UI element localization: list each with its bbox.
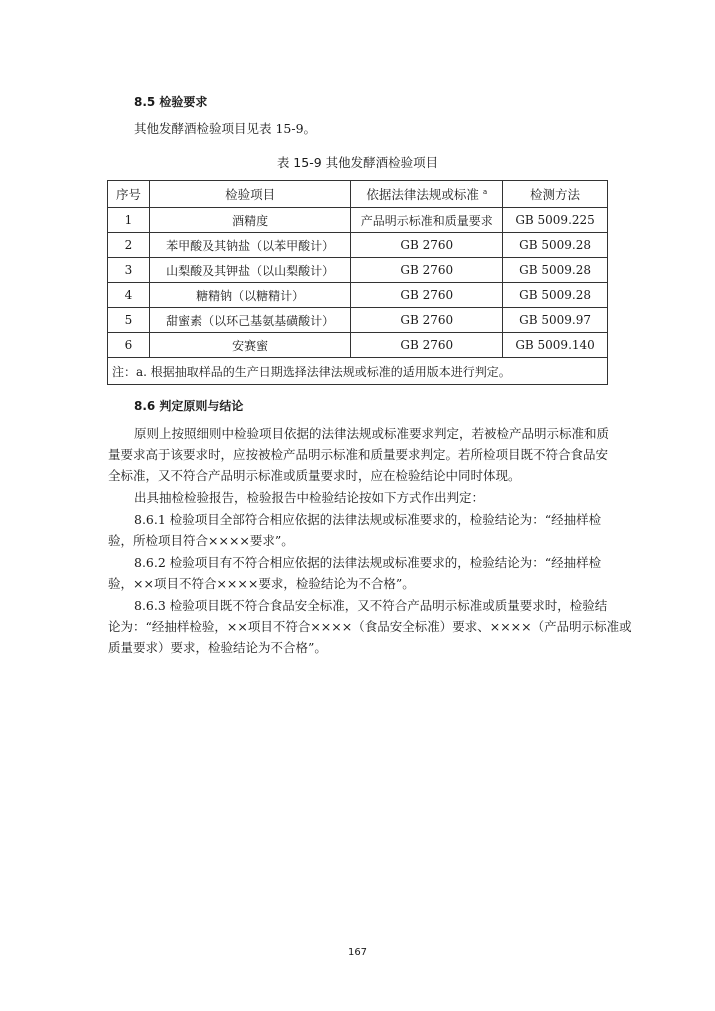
cell-item: 甜蜜素（以环己基氨基磺酸计） [149,308,351,333]
cell-no: 2 [108,233,150,258]
cell-no: 6 [108,333,150,358]
table-row [108,333,608,358]
paragraph-line: 验，××项目不符合××××要求，检验结论为不合格”。 [108,576,415,591]
table-row [108,233,608,258]
section-8-5-heading: 8.5 检验要求 [134,95,208,109]
section-8-5-intro: 其他发酵酒检验项目见表 15-9。 [134,121,317,136]
cell-item: 安赛蜜 [149,333,351,358]
cell-basis: GB 2760 [351,333,503,358]
table-row [108,308,608,333]
cell-method: GB 5009.225 [503,208,608,233]
paragraph-line: 原则上按照细则中检验项目依据的法律法规或标准要求判定，若被检产品明示标准和质 [134,426,610,441]
cell-basis: 产品明示标准和质量要求 [351,208,503,233]
paragraph-line: 论为：“经抽样检验，××项目不符合××××（食品安全标准）要求、××××（产品明示标准或 [108,619,632,634]
paragraph-line: 质量要求）要求，检验结论为不合格”。 [108,640,327,655]
paragraph-line: 8.6.3 检验项目既不符合食品安全标准，又不符合产品明示标准或质量要求时，检验结 [134,598,608,613]
paragraph-line: 全标准，又不符合产品明示标准或质量要求时，应在检验结论中同时体现。 [108,468,521,483]
table-note-row [108,358,608,385]
cell-no: 1 [108,208,150,233]
header-no: 序号 [108,181,150,208]
cell-item: 酒精度 [149,208,351,233]
table-row [108,258,608,283]
cell-method: GB 5009.28 [503,283,608,308]
cell-method: GB 5009.28 [503,258,608,283]
paragraph-line: 8.6.1 检验项目全部符合相应依据的法律法规或标准要求的，检验结论为：“经抽样检 [134,512,602,527]
cell-method: GB 5009.28 [503,233,608,258]
paragraph-line: 出具抽检检验报告，检验报告中检验结论按如下方式作出判定： [134,490,485,505]
cell-method: GB 5009.97 [503,308,608,333]
cell-basis: GB 2760 [351,233,503,258]
table-note: 注：a. 根据抽取样品的生产日期选择法律法规或标准的适用版本进行判定。 [108,358,608,385]
cell-basis: GB 2760 [351,283,503,308]
table-row [108,208,608,233]
cell-item: 糖精钠（以糖精计） [149,283,351,308]
footnote-marker: a [482,188,488,196]
table-header-row [108,181,608,208]
cell-method: GB 5009.140 [503,333,608,358]
cell-no: 5 [108,308,150,333]
cell-item: 山梨酸及其钾盐（以山梨酸计） [149,258,351,283]
table-caption: 表 15-9 其他发酵酒检验项目 [276,155,439,170]
page-number: 167 [347,947,368,958]
header-item: 检验项目 [149,181,351,208]
paragraph-line: 8.6.2 检验项目有不符合相应依据的法律法规或标准要求的，检验结论为：“经抽样检 [134,555,602,570]
cell-basis: GB 2760 [351,308,503,333]
cell-item: 苯甲酸及其钠盐（以苯甲酸计） [149,233,351,258]
cell-no: 4 [108,283,150,308]
cell-no: 3 [108,258,150,283]
header-method: 检测方法 [503,181,608,208]
inspection-items-table [107,180,608,385]
header-basis: 依据法律法规或标准 $^a$ [351,181,503,208]
paragraph-line: 量要求高于该要求时，应按被检产品明示标准和质量要求判定。若所检项目既不符合食品安 [108,447,609,462]
table-row [108,283,608,308]
section-8-6-heading: 8.6 判定原则与结论 [134,399,244,413]
cell-basis: GB 2760 [351,258,503,283]
paragraph-line: 验，所检项目符合××××要求”。 [108,533,294,548]
